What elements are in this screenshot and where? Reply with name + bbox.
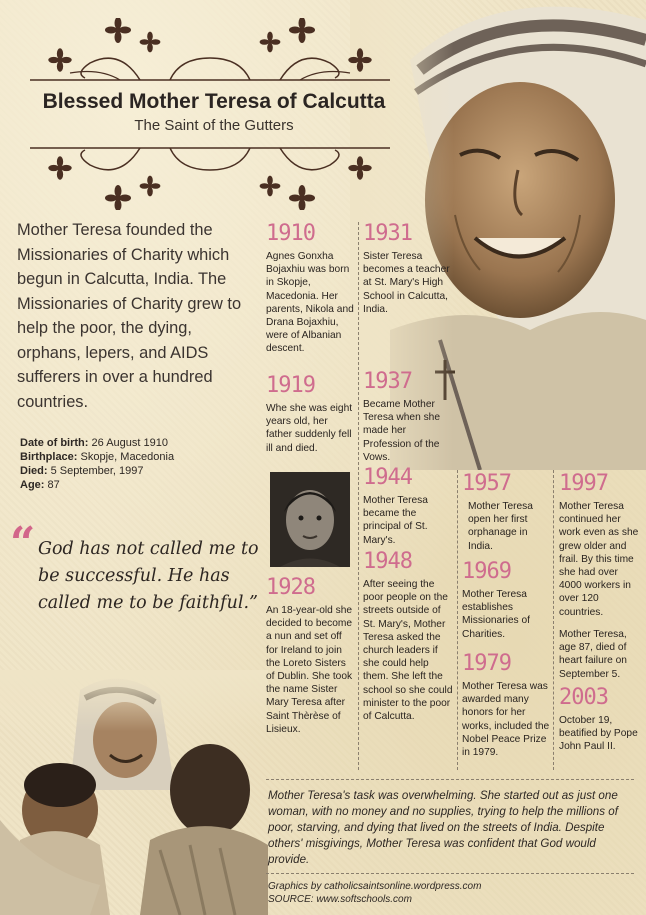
fact-age: Age: 87: [20, 479, 60, 491]
timeline-entry: [559, 628, 639, 681]
page-title: Blessed Mother Teresa of Calcutta: [42, 90, 386, 113]
timeline-entry: [266, 222, 354, 356]
timeline-text: Mother Teresa became the principal of St. Mary's.: [363, 495, 428, 546]
quote-mark-icon: “: [10, 518, 36, 569]
fact-birth-date: Date of birth: 26 August 1910: [20, 437, 168, 449]
timeline-col-4: [559, 471, 639, 753]
fact-died: Died: 5 September, 1997: [20, 465, 144, 477]
fact-birthplace: Birthplace: Skopje, Macedonia: [20, 451, 175, 463]
timeline-entry: [462, 560, 550, 641]
children-photo: [0, 670, 268, 915]
timeline-year: 1928: [266, 575, 315, 600]
timeline-year: 1937: [363, 369, 412, 394]
credits-divider: [266, 873, 634, 874]
page-subtitle: The Saint of the Gutters: [134, 117, 294, 134]
timeline-year: 1944: [363, 465, 412, 490]
timeline-year: 1997: [559, 471, 608, 496]
closing-divider: [266, 779, 634, 780]
timeline-text: Agnes Gonxha Bojaxhiu was born in Skopje, Macedonia. Her parents, Nikola and Drana Bojaxhiu, were of Albanian descent.: [266, 251, 354, 355]
timeline-entry: [559, 686, 639, 754]
timeline-entry: [559, 472, 639, 619]
timeline-text: An 18-year-old she decided to become a nun and set off for Ireland to join the Loreto Sisters of Dublin. She took the name Sister Mary Teresa after Saint Thèrèse of Lisieux.: [266, 605, 353, 735]
timeline-entry: [363, 466, 453, 547]
timeline-year: 1910: [266, 221, 315, 246]
quote-text: God has not called me to be successful. He has called me to be faithful.”: [38, 539, 259, 613]
timeline-col-2: [363, 221, 453, 723]
timeline-entry: [266, 374, 354, 455]
timeline-text: Mother Teresa open her first orphanage in India.: [468, 501, 533, 552]
intro-paragraph: Mother Teresa founded the Missionaries of Charity which begun in Calcutta, India. The Missionaries of Charity grew to help the poor, the dying, orphans, lepers, and AIDS sufferers in over a hundred countries.: [17, 221, 242, 411]
timeline-year: 1919: [266, 373, 315, 398]
timeline-col-3: [462, 471, 550, 759]
timeline-divider-1: [358, 222, 359, 770]
timeline-text: Mother Teresa was awarded many honors for her works, included the Nobel Peace Prize in 1979.: [462, 681, 550, 759]
timeline-text: Mother Teresa, age 87, died of heart failure on September 5.: [559, 629, 627, 680]
timeline-text: October 19, beatified by Pope John Paul II.: [559, 715, 638, 753]
timeline-year: 1948: [363, 549, 412, 574]
timeline-col-1: [266, 221, 354, 735]
timeline-text: Mother Teresa establishes Missionaries of Charities.: [462, 589, 530, 640]
credit-graphics: Graphics by catholicsaintsonline.wordpress.com: [268, 881, 482, 892]
timeline-year: 2003: [559, 685, 608, 710]
timeline-divider-2: [457, 470, 458, 770]
timeline-entry: [266, 576, 354, 736]
timeline-divider-3: [553, 470, 554, 770]
ornament-bottom: [20, 140, 400, 210]
credits: [268, 880, 608, 906]
timeline-entry: [462, 652, 550, 759]
timeline-year: 1979: [462, 651, 511, 676]
timeline-entry: [363, 222, 453, 316]
facts-list: [20, 436, 260, 492]
timeline-text: Became Mother Teresa when she made her Profession of the Vows.: [363, 399, 441, 463]
timeline-text: Whe she was eight years old, her father suddenly fell ill and died.: [266, 403, 353, 454]
timeline-text: Mother Teresa continued her work even as she grew older and frail. By this time she had over 4000 workers in over 120 countries.: [559, 501, 639, 618]
timeline-entry: [363, 370, 453, 464]
timeline-year: 1969: [462, 559, 511, 584]
ornament-top: [20, 18, 400, 88]
timeline-text: Sister Teresa becomes a teacher at St. Mary's High School in Calcutta, India.: [363, 251, 450, 315]
timeline-text: After seeing the poor people on the streets outside of St. Mary's, Mother Teresa asked the church leaders if she could help them. She left the school so she could minister to the poor of Calcutta.: [363, 579, 453, 723]
credit-source: SOURCE: www.softschools.com: [268, 894, 412, 905]
timeline-year: 1957: [462, 471, 511, 496]
timeline-entry: [363, 550, 453, 723]
young-teresa-photo: [270, 472, 350, 567]
timeline-year: 1931: [363, 221, 412, 246]
timeline-entry: [462, 472, 550, 553]
closing-paragraph: Mother Teresa's task was overwhelming. She started out as just one woman, with no money and no supplies, trying to help the millions of poor, starving, and dying that lived on the streets of India. Despite others' misgivings, Mother Teresa was confident that God would provide.: [268, 789, 618, 866]
